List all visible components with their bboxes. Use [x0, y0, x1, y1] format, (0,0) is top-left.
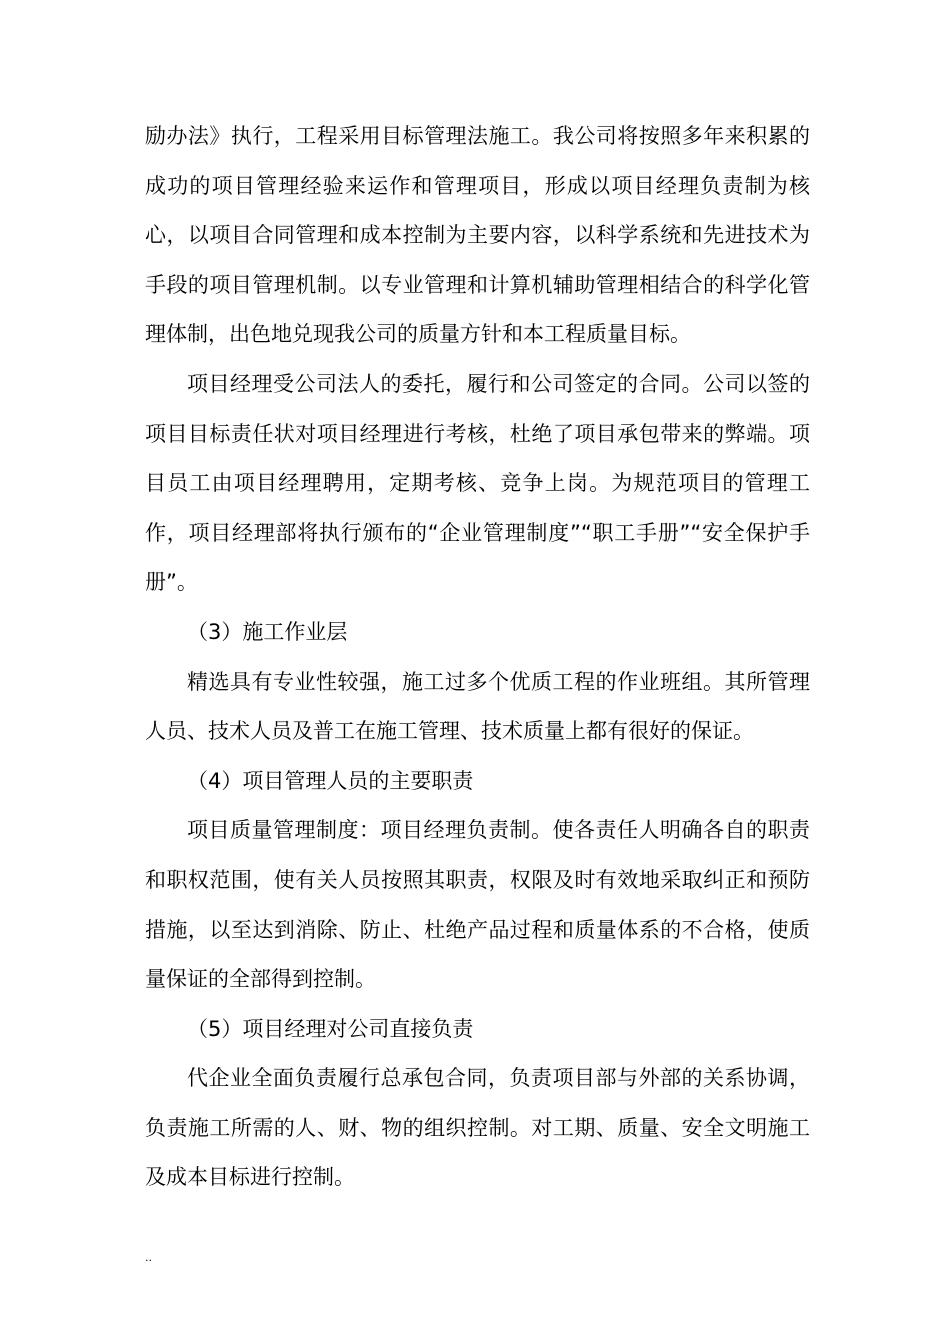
- heading-main-duties: （4）项目管理人员的主要职责: [187, 768, 474, 793]
- paragraph-project-manager-entrusted: 项目经理受公司法人的委托，履行和公司签定的合同。公司以签的项目目标责任状对项目经理进行考核，杜绝了项目承包带来的弊端。项目员工由项目经理聘用，定期考核、竞争上岗。为规范项目的管理工作，项目经理部将执行颁布的“企业管理制度”“职工手册”“安全保护手册”。: [145, 371, 810, 595]
- document-body: [145, 112, 810, 1203]
- paragraph-quality-management-system: 项目质量管理制度：项目经理负责制。使各责任人明确各自的职责和职权范围，使有关人员按照其职责，权限及时有效地采取纠正和预防措施，以至达到消除、防止、杜绝产品过程和质量体系的不合格，使质量保证的全部得到控制。: [145, 818, 810, 992]
- paragraph-continuation: 励办法》执行，工程采用目标管理法施工。我公司将按照多年来积累的成功的项目管理经验来运作和管理项目，形成以项目经理负责制为核心，以项目合同管理和成本控制为主要内容，以科学系统和先进技术为手段的项目管理机制。以专业管理和计算机辅助管理相结合的科学化管理体制，出色地兑现我公司的质量方针和本工程质量目标。: [145, 124, 810, 347]
- heading-responsible-to-company: （5）项目经理对公司直接负责: [187, 1016, 474, 1041]
- paragraph-contract-responsibility: 代企业全面负责履行总承包合同，负责项目部与外部的关系协调，负责施工所需的人、财、物的组织控制。对工期、质量、安全文明施工及成本目标进行控制。: [145, 1066, 810, 1190]
- footer-mark: ..: [145, 1251, 152, 1264]
- heading-construction-work-layer: （3）施工作业层: [187, 619, 348, 644]
- paragraph-work-teams: 精选具有专业性较强，施工过多个优质工程的作业班组。其所管理人员、技术人员及普工在施工管理、技术质量上都有很好的保证。: [145, 669, 810, 744]
